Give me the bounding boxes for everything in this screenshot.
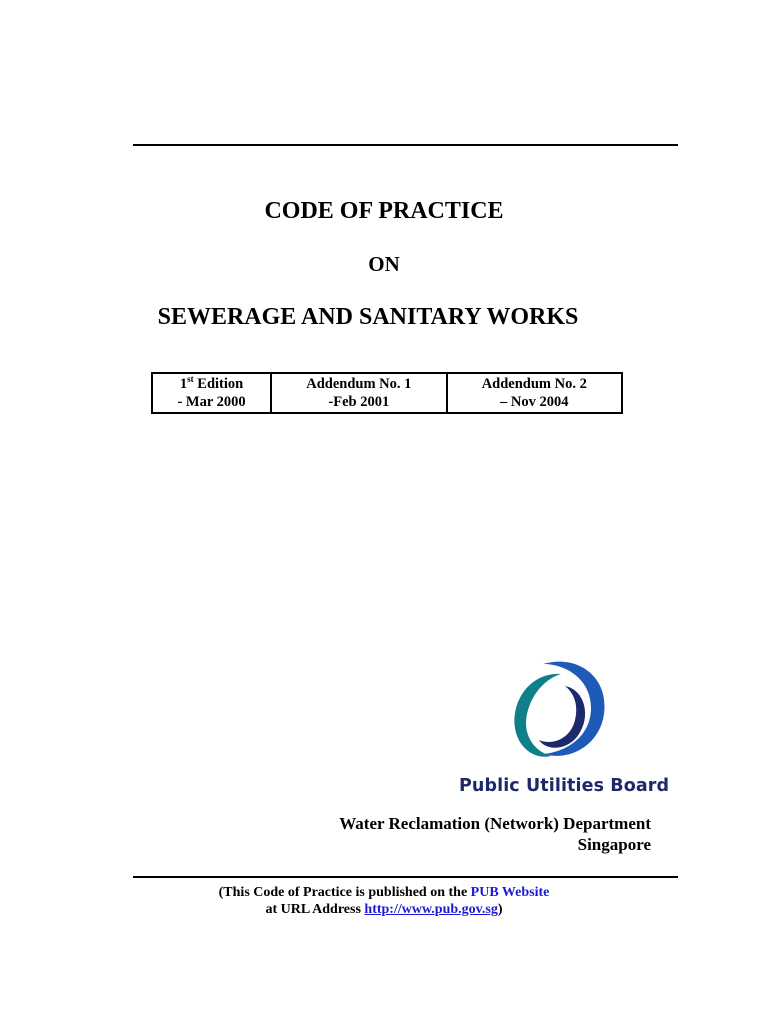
title-on: ON — [368, 252, 400, 276]
publication-note: (This Code of Practice is published on the PUB Website at URL Address http://www.pub.gov.sg) — [218, 885, 550, 917]
country-name: Singapore — [577, 835, 651, 854]
pub-logo-icon — [505, 656, 609, 766]
department-block — [339, 813, 651, 855]
department-name: Water Reclamation (Network) Department — [339, 814, 651, 833]
edition-cell-1st: 1st Edition - Mar 2000 — [152, 373, 271, 413]
edition-cell-addendum-2: Addendum No. 2 – Nov 2004 — [447, 373, 622, 413]
pub-url-link[interactable]: http://www.pub.gov.sg — [364, 902, 498, 917]
top-rule — [133, 144, 678, 146]
bottom-rule — [133, 876, 678, 878]
editions-row — [152, 373, 622, 413]
title-sewerage-works: SEWERAGE AND SANITARY WORKS — [157, 304, 579, 330]
editions-table — [151, 372, 623, 414]
pub-website-link[interactable]: PUB Website — [470, 885, 550, 900]
title-code-of-practice: CODE OF PRACTICE — [264, 198, 504, 224]
publisher-name: Public Utilities Board — [459, 776, 670, 796]
edition-cell-addendum-1: Addendum No. 1 -Feb 2001 — [271, 373, 446, 413]
